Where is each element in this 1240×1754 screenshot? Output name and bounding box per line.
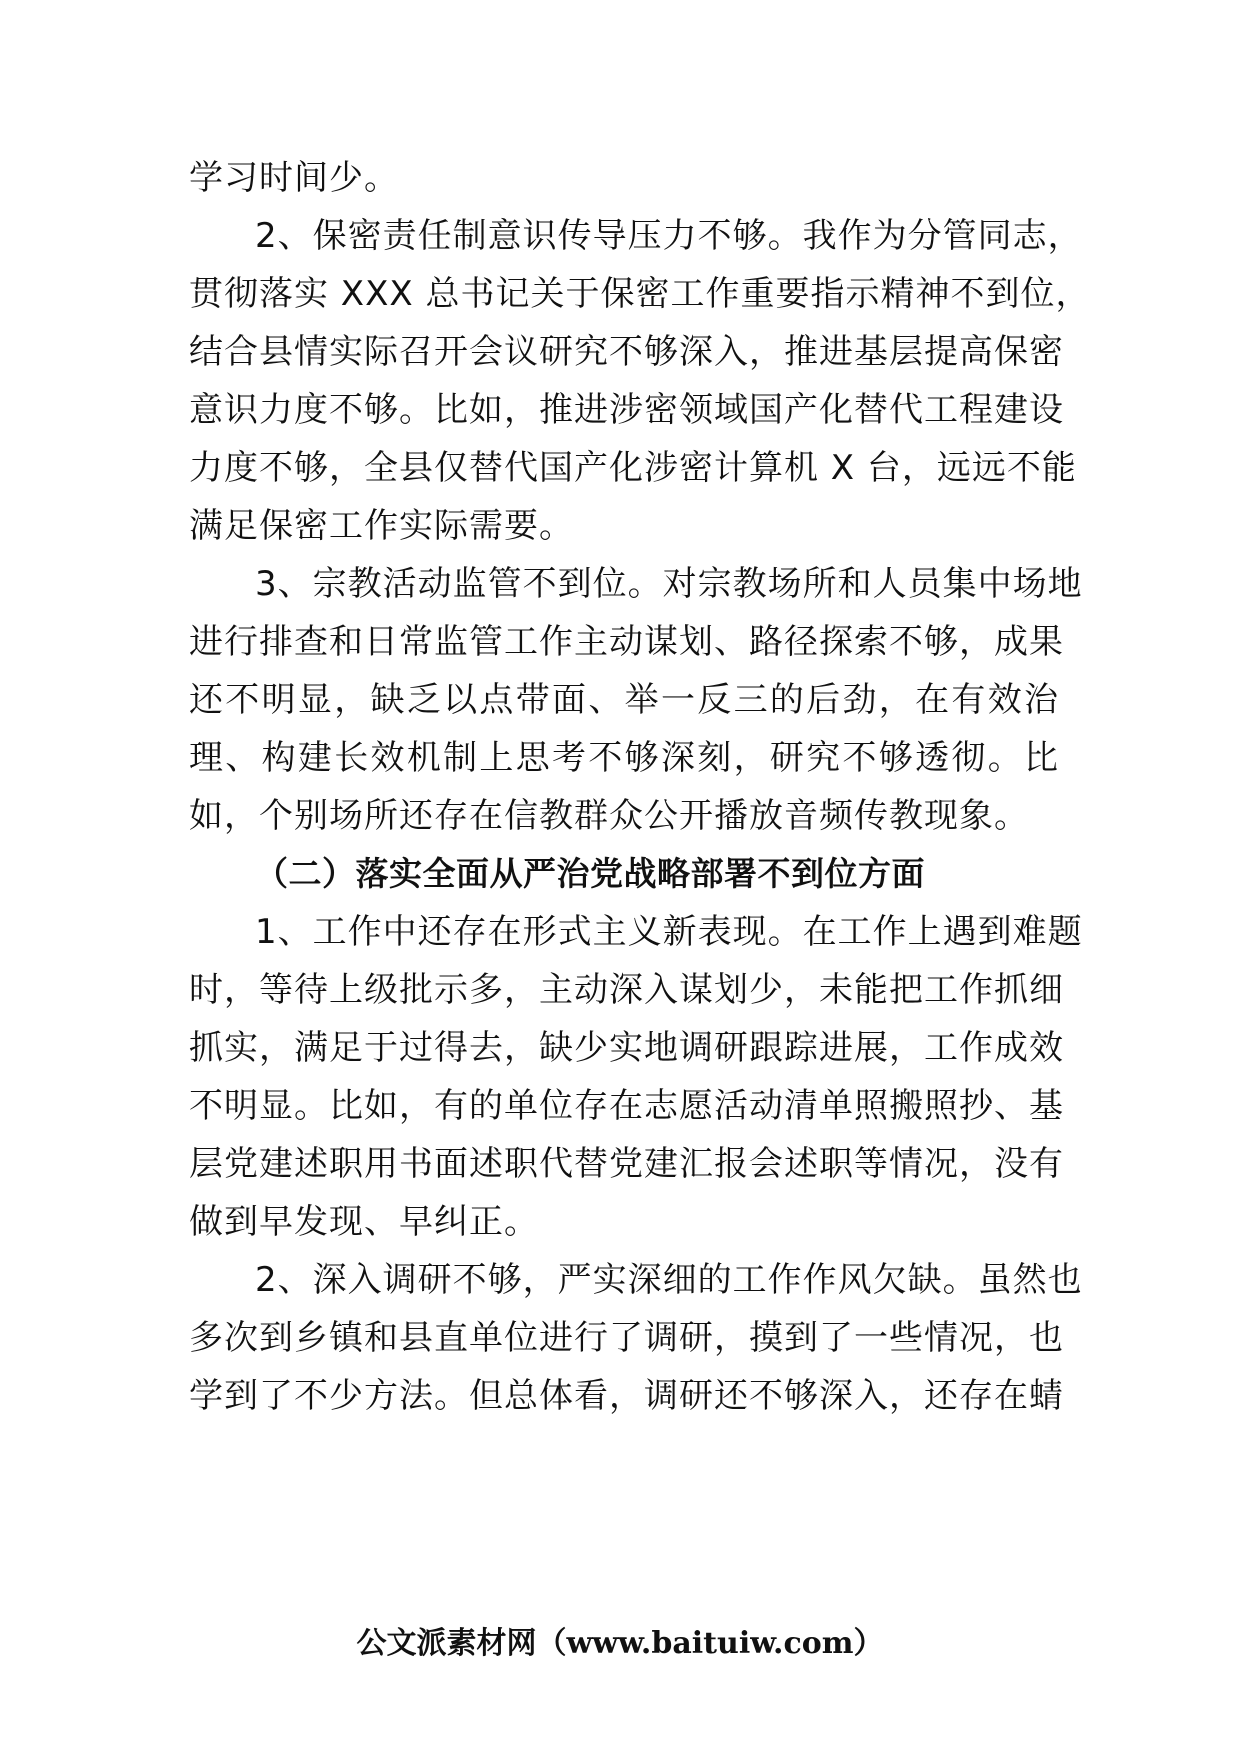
text-line: 1、工作中还存在形式主义新表现。在工作上遇到难题 — [255, 912, 1083, 952]
section-heading: （二）落实全面从严治党战略部署不到位方面 — [255, 854, 925, 893]
text-line: 满足保密工作实际需要。 — [189, 506, 574, 546]
text-line: 学习时间少。 — [189, 158, 399, 198]
text-line: 结合县情实际召开会议研究不够深入，推进基层提高保密 — [189, 332, 1064, 372]
text-line: 进行排查和日常监管工作主动谋划、路径探索不够，成果 — [189, 622, 1064, 662]
text-line: 理、构建长效机制上思考不够深刻，研究不够透彻。比 — [189, 738, 1059, 778]
text-line: 2、保密责任制意识传导压力不够。我作为分管同志， — [255, 216, 1083, 256]
text-line: 贯彻落实 XXX 总书记关于保密工作重要指示精神不到位， — [189, 274, 1091, 314]
footer-watermark: 公文派素材网（www.baituiw.com） — [356, 1626, 884, 1661]
text-line: 做到早发现、早纠正。 — [189, 1202, 539, 1242]
text-line: 抓实，满足于过得去，缺少实地调研跟踪进展，工作成效 — [189, 1028, 1064, 1068]
text-line: 2、深入调研不够，严实深细的工作作风欠缺。虽然也 — [255, 1260, 1083, 1300]
text-line: 如，个别场所还存在信教群众公开播放音频传教现象。 — [189, 796, 1029, 836]
text-line: 多次到乡镇和县直单位进行了调研，摸到了一些情况，也 — [189, 1318, 1064, 1358]
text-line: 力度不够，全县仅替代国产化涉密计算机 X 台，远远不能 — [189, 448, 1077, 488]
text-line: 3、宗教活动监管不到位。对宗教场所和人员集中场地 — [255, 564, 1083, 604]
text-line: 不明显。比如，有的单位存在志愿活动清单照搬照抄、基 — [189, 1086, 1064, 1126]
text-line: 还不明显，缺乏以点带面、举一反三的后劲，在有效治 — [189, 680, 1059, 720]
text-line: 时，等待上级批示多，主动深入谋划少，未能把工作抓细 — [189, 970, 1064, 1010]
text-line: 学到了不少方法。但总体看，调研还不够深入，还存在蜻 — [189, 1376, 1064, 1416]
text-line: 意识力度不够。比如，推进涉密领域国产化替代工程建设 — [189, 390, 1064, 430]
text-line: 层党建述职用书面述职代替党建汇报会述职等情况，没有 — [189, 1144, 1064, 1184]
